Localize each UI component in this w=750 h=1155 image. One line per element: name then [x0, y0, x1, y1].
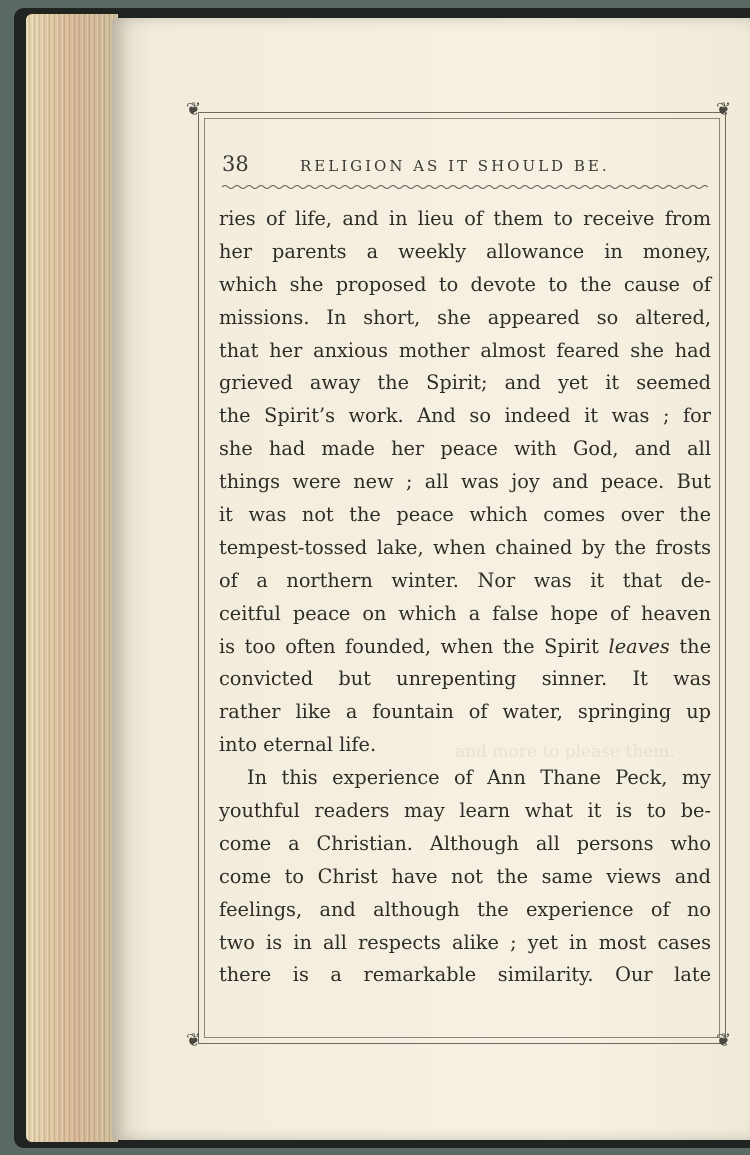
text-line: she had made her peace with God, and all — [219, 437, 711, 461]
corner-ornament-icon: ❦ — [716, 99, 732, 120]
corner-ornament-icon: ❦ — [186, 1030, 202, 1051]
text-line: missions. In short, she appeared so altered, — [219, 305, 711, 329]
text-segment: the — [669, 634, 711, 658]
body-text — [219, 203, 711, 992]
text-line: there is a remarkable similarity. Our late — [219, 963, 711, 987]
text-line-with-italic — [219, 631, 711, 664]
text-line: two is in all respects alike ; yet in most cases — [219, 930, 711, 954]
text-line: which she proposed to devote to the cause of — [219, 272, 711, 296]
text-line: it was not the peace which comes over the — [219, 503, 711, 527]
text-line: her parents a weekly allowance in money, — [219, 239, 711, 263]
text-line: ries of life, and in lieu of them to receive from — [219, 207, 711, 230]
text-line: In this experience of Ann Thane Peck, my — [247, 766, 711, 790]
text-line: things were new ; all was joy and peace. But — [219, 470, 711, 494]
text-line: grieved away the Spirit; and yet it seemed — [219, 371, 711, 395]
header-rule — [222, 184, 708, 190]
text-line: into eternal life. — [219, 733, 377, 757]
text-line: come to Christ have not the same views and — [219, 864, 711, 888]
bleed-through-text: and more to please them. — [455, 742, 675, 762]
corner-ornament-icon: ❦ — [186, 99, 202, 120]
text-line: feelings, and although the experience of no — [219, 897, 711, 921]
text-line: the Spirit’s work. And so indeed it was ; for — [219, 404, 711, 428]
text-segment: is too often founded, when the Spirit — [219, 634, 609, 658]
page-edges — [26, 14, 118, 1142]
text-line: youthful readers may learn what it is to be- — [219, 799, 711, 823]
text-line: ceitful peace on which a false hope of heaven — [219, 601, 711, 625]
text-line: convicted but unrepenting sinner. It was — [219, 667, 711, 691]
corner-ornament-icon: ❦ — [716, 1030, 732, 1051]
running-title: RELIGION AS IT SHOULD BE. — [300, 157, 610, 175]
text-line: come a Christian. Although all persons who — [219, 831, 711, 855]
running-head — [222, 152, 712, 184]
text-line: that her anxious mother almost feared she had — [219, 338, 711, 362]
text-line: of a northern winter. Nor was it that de- — [219, 568, 711, 592]
italic-word: leaves — [608, 634, 670, 658]
text-line: tempest-tossed lake, when chained by the frosts — [219, 535, 711, 559]
page-number: 38 — [222, 152, 249, 176]
text-line: rather like a fountain of water, springing up — [219, 700, 711, 724]
